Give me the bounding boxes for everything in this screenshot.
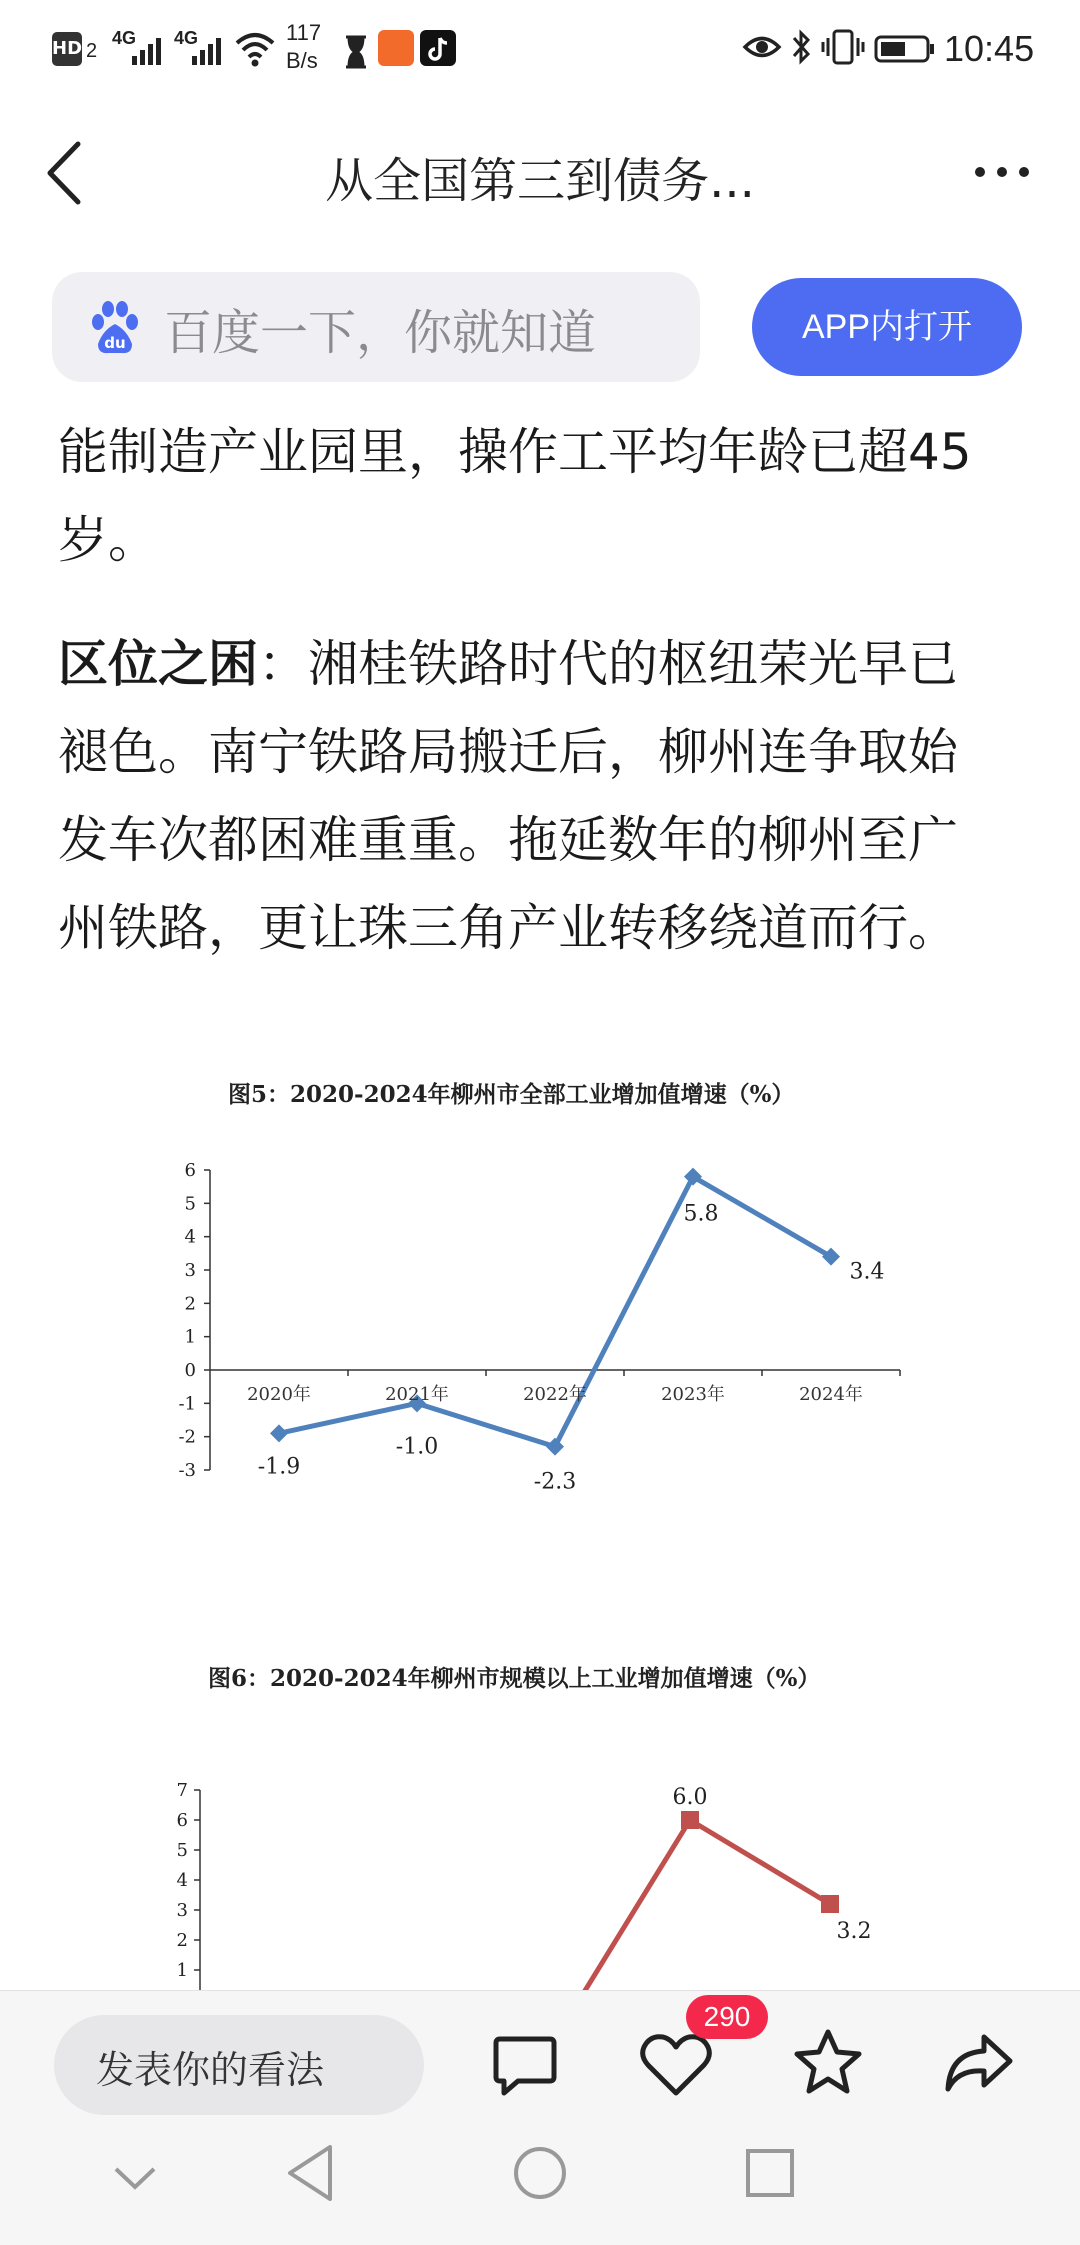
paragraph-1-line-1: 能制造产业园里，操作工平均年龄已超45 xyxy=(58,423,972,481)
chart-2-ytick-label: 4 xyxy=(176,1870,188,1891)
chart-2-data-label: 3.2 xyxy=(836,1919,872,1944)
chart-1-ytick-label: -3 xyxy=(178,1460,196,1481)
paragraph-1-line-2: 岁。 xyxy=(58,511,158,569)
nav-home-icon[interactable] xyxy=(512,2145,568,2201)
chart-2-ytick-label: 7 xyxy=(176,1780,188,1801)
search-box[interactable] xyxy=(52,272,700,382)
paragraph-2-line-3: 发车次都困难重重。拖延数年的柳州至广 xyxy=(58,811,958,869)
chart-1-ytick-label: -1 xyxy=(178,1393,196,1415)
chart-1-category-label: 2020年 xyxy=(247,1384,311,1405)
chart-1-ytick-label: 1 xyxy=(184,1326,196,1348)
page-title: 从全国第三到债务... xyxy=(325,153,755,209)
eye-comfort-icon xyxy=(742,32,782,62)
chart-1-ytick-label: 3 xyxy=(184,1260,196,1281)
search-input[interactable]: 百度一下，你就知道 xyxy=(164,305,597,361)
chart-1-data-label: -2.3 xyxy=(533,1469,577,1495)
chart-1-data-label: 5.8 xyxy=(683,1201,719,1227)
comment-placeholder: 发表你的看法 xyxy=(96,2048,325,2092)
more-options-icon[interactable] xyxy=(972,162,1032,182)
chart-1-ytick-label: 4 xyxy=(184,1226,196,1248)
paragraph-2-line-1: 区位之困：湘桂铁路时代的枢纽荣光早已 xyxy=(58,635,958,693)
bottom-bar xyxy=(0,1990,1080,2245)
chart-1-category-label: 2022年 xyxy=(523,1384,587,1405)
chart-2-ytick-label: 1 xyxy=(176,1960,188,1981)
svg-text:du: du xyxy=(104,334,126,352)
chart-1-data-point xyxy=(546,1438,564,1456)
nav-back-icon[interactable] xyxy=(282,2141,338,2205)
chart-1-ytick-label: -2 xyxy=(178,1426,196,1448)
baidu-paw-icon xyxy=(88,300,142,356)
chart-1-data-label: -1.0 xyxy=(395,1434,439,1460)
battery-icon xyxy=(874,34,936,64)
paragraph-1 xyxy=(58,408,1028,584)
hd-sub: 2 xyxy=(86,40,98,62)
clock: 10:45 xyxy=(944,28,1035,69)
wifi-icon xyxy=(234,30,276,68)
paragraph-2-line-2: 褪色。南宁铁路局搬迁后，柳州连争取始 xyxy=(58,723,958,781)
chart-2-data-point xyxy=(821,1895,839,1913)
hd-icon: HD xyxy=(52,32,82,66)
comment-icon[interactable] xyxy=(490,2033,560,2099)
net-speed-value: 117 xyxy=(286,20,322,45)
net-speed-unit: B/s xyxy=(286,48,318,73)
chart-2-ytick-label: 2 xyxy=(176,1930,188,1951)
share-icon[interactable] xyxy=(942,2031,1016,2095)
chart-1-title: 图5：2020-2024年柳州市全部工业增加值增速（%） xyxy=(228,1081,795,1108)
chart-2-ytick-label: 6 xyxy=(176,1810,188,1831)
like-heart-icon[interactable] xyxy=(638,2031,714,2099)
chart-2-title: 图6：2020-2024年柳州市规模以上工业增加值增速（%） xyxy=(208,1665,821,1692)
chart-1-ytick-label: 2 xyxy=(184,1293,196,1315)
nav-collapse-icon[interactable] xyxy=(110,2159,160,2199)
status-bar xyxy=(0,0,1080,100)
vibrate-icon xyxy=(820,28,866,66)
like-count-badge: 290 xyxy=(686,1995,768,2039)
hourglass-icon xyxy=(342,34,370,70)
chart-1-ytick-label: 0 xyxy=(184,1360,196,1381)
back-button[interactable] xyxy=(40,138,88,208)
chart-1-series-line xyxy=(279,1177,831,1447)
chart-1-ytick-label: 6 xyxy=(184,1160,196,1181)
chart-2-data-label: 6.0 xyxy=(672,1785,708,1810)
network-type-1: 4G xyxy=(112,28,137,48)
nav-bar xyxy=(0,100,1080,250)
chart-2-ytick-label: 3 xyxy=(176,1900,188,1921)
signal-icon-2 xyxy=(190,34,234,66)
chart-1-ytick-label: 5 xyxy=(184,1193,196,1215)
chart-2-ytick-label: 5 xyxy=(176,1840,188,1861)
chart-2-data-point xyxy=(681,1811,699,1829)
paragraph-2-line-4: 州铁路，更让珠三角产业转移绕道而行。 xyxy=(58,899,958,957)
favorite-star-icon[interactable] xyxy=(792,2027,864,2097)
network-type-2: 4G xyxy=(174,28,199,48)
chart-1-data-label: -1.9 xyxy=(257,1454,301,1480)
chart-1-category-label: 2024年 xyxy=(799,1384,863,1405)
chart-1-data-label: 3.4 xyxy=(849,1259,885,1285)
comment-input[interactable] xyxy=(54,2015,424,2115)
open-in-app-button[interactable]: APP内打开 xyxy=(752,278,1022,376)
chart-1-category-label: 2023年 xyxy=(661,1384,725,1405)
tiktok-icon xyxy=(420,30,456,66)
app-notification-icon xyxy=(378,30,414,66)
chart-1-data-point xyxy=(270,1424,288,1442)
paragraph-2 xyxy=(58,620,1028,972)
chart-2 xyxy=(140,1770,940,1990)
chart-1 xyxy=(150,1150,930,1510)
paragraph-2-heading: 区位之困 xyxy=(58,635,258,693)
chart-1-category-label: 2021年 xyxy=(385,1384,449,1405)
chart-2-series-line xyxy=(573,1820,830,1990)
nav-recents-icon[interactable] xyxy=(744,2147,796,2199)
bluetooth-icon xyxy=(790,28,812,66)
